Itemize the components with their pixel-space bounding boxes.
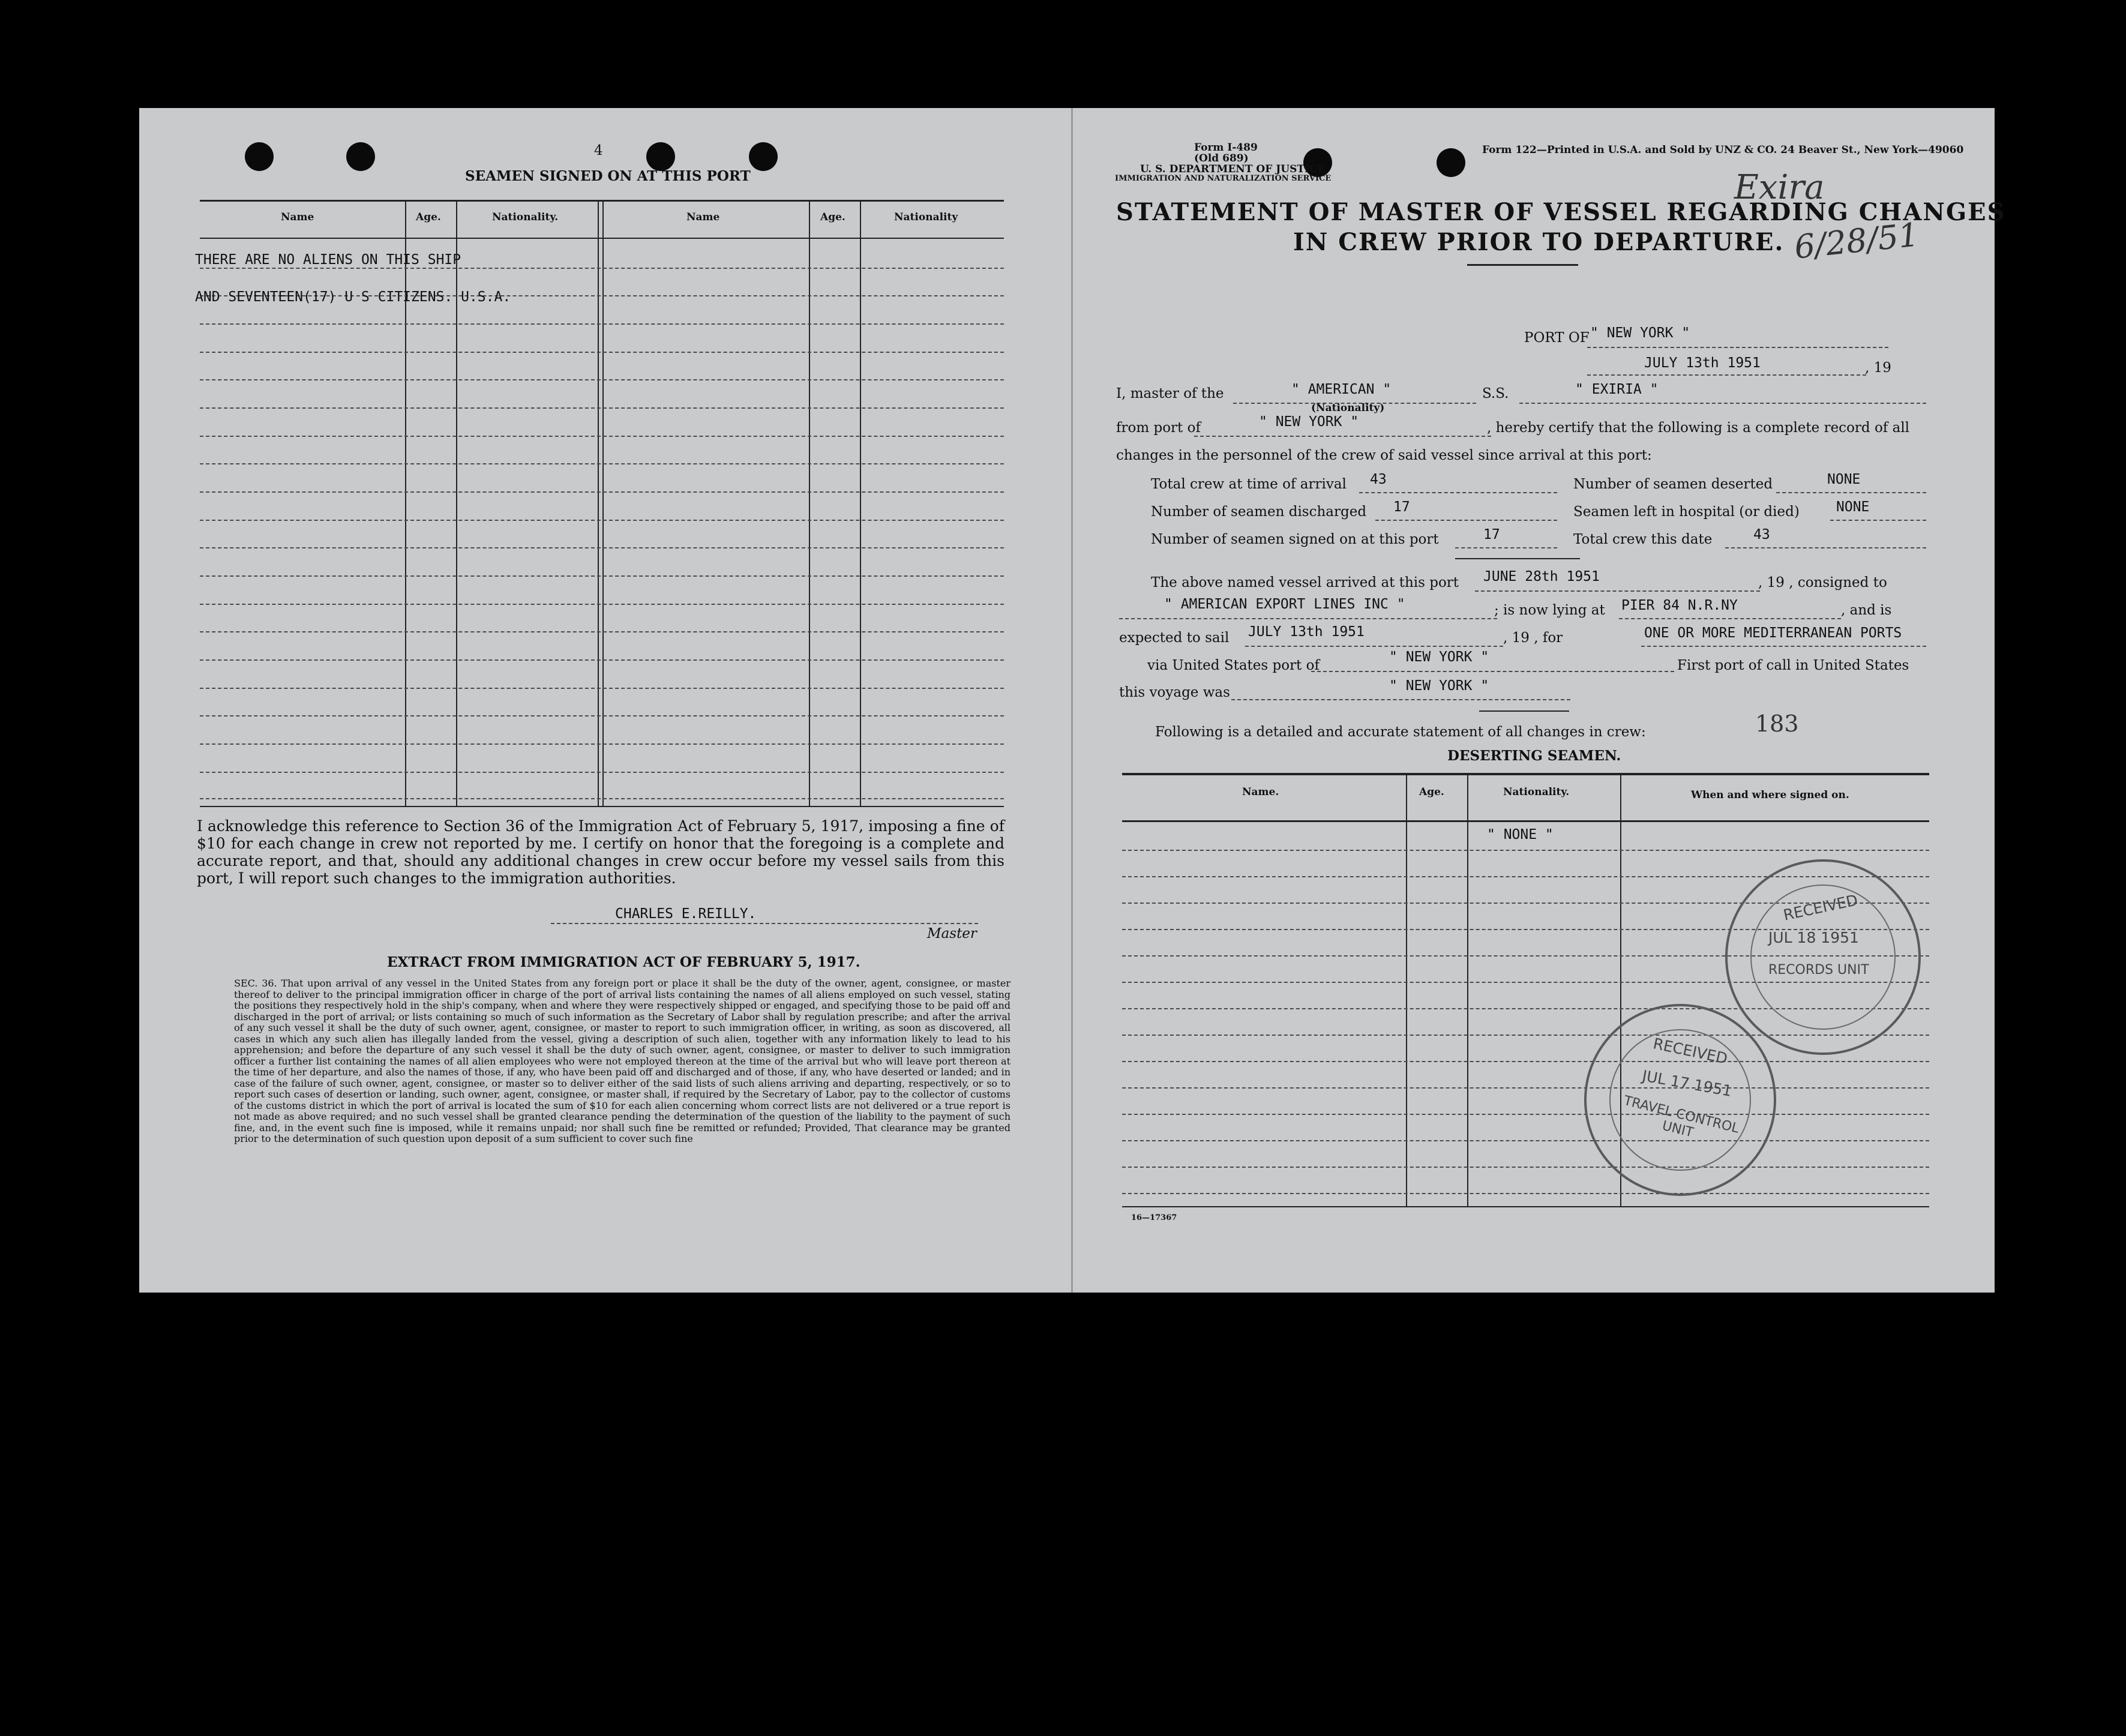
extract-text: SEC. 36. That upon arrival of any vessel in the United States from any foreign port or place it shall be the duty of the owner, agent, consignee, or master thereof to deliver to the principal immigration officer in charge of the port of arrival lists containing the names of all aliens employed on such vessel, stating the positions they respectively hold in the ship's company, when and where they were respectively shipped or engaged, and specifying those to be paid off and discharged in the port of arrival; or lists containing so much of such information as the Secretary of Labor shall by regulation prescribe; and after the arrival of any such vessel it shall be the duty of such owner, agent, consignee, or master to report to such immigration officer, in writing, as soon as discovered, all cases in which any such alien has illegally landed from the vessel, giving a description of such alien, together with any information likely to lead to his apprehension; and before the departure of any such vessel it shall be the duty of such owner, agent, consignee, or master to deliver to such immigration officer a further list containing the names of all alien employees who were not employed thereon at the time of the arrival but who will leave port thereon at the time of her departure, and also the names of those, if any, who have been paid off and discharged and of those, if any, who have deserted or landed; and in case of the failure of such owner, agent, consignee, or master so to deliver either of the said lists of such aliens arriving and departing, respectively, or so to report such cases of desertion or landing, such owner, agent, consignee, or master shall, if required by the Secretary of Labor, pay to the collector of customs of the customs district in which the port of arrival is located the sum of $10 for each alien concerning whom correct lists are not delivered or a true report is not made as above required; and no such vessel shall be granted clearance pending the determination of the question of the liability to the payment of such fine, and, in the event such fine is imposed, while it remains unpaid; nor shall such fine be remitted or refunded; Provided, That clearance may be granted prior to the determination of such question upon deposit of a sum sufficient to cover such fine — [234, 978, 1010, 1144]
discharged-label: Number of seamen discharged — [1151, 504, 1367, 520]
fill-line — [1231, 699, 1570, 700]
voyage-value: " NEW YORK " — [1389, 678, 1489, 694]
fill-line — [1475, 590, 1760, 592]
master-signature: CHARLES E.REILLY. — [615, 906, 757, 922]
via-value: " NEW YORK " — [1389, 649, 1489, 665]
table-bottom-rule — [200, 806, 1004, 807]
signed-on-value: 17 — [1483, 527, 1500, 542]
stamp-date-text: JUL 17 1951 — [1641, 1067, 1734, 1100]
hospital-value: NONE — [1836, 499, 1870, 515]
handwritten-date: 6/28/51 — [1792, 215, 1921, 266]
fill-line — [1725, 547, 1926, 548]
fill-line — [1375, 520, 1557, 521]
punch-hole — [1437, 148, 1465, 177]
page-number: 4 — [594, 143, 603, 158]
arrived-value: JUNE 28th 1951 — [1483, 569, 1600, 584]
deserted-value: NONE — [1827, 472, 1861, 487]
page-fold — [1071, 108, 1073, 1293]
port-of-value: " NEW YORK " — [1590, 325, 1690, 341]
header-nationality-2: Nationality — [894, 211, 958, 223]
hospital-label: Seamen left in hospital (or died) — [1573, 504, 1800, 520]
title-underline — [1467, 264, 1578, 266]
fill-line — [1359, 492, 1557, 493]
signature-line — [551, 923, 978, 924]
expected-label: expected to sail — [1119, 630, 1230, 646]
for-value: ONE OR MORE MEDITERRANEAN PORTS — [1644, 625, 1902, 641]
deserting-table-bottom — [1122, 1206, 1929, 1207]
form-number: Form I-489 — [1194, 142, 1258, 154]
header-nationality: Nationality. — [492, 211, 559, 223]
nationality-caption: (Nationality) — [1311, 402, 1385, 414]
changes-text: changes in the personnel of the crew of said vessel since arrival at this port: — [1116, 448, 1652, 463]
total-underline — [1455, 558, 1580, 559]
sheet-number: 183 — [1755, 710, 1799, 737]
deserting-none-value: " NONE " — [1487, 827, 1554, 842]
fill-line — [1641, 646, 1926, 647]
fill-line — [1311, 671, 1674, 672]
ship-value: " EXIRIA " — [1575, 382, 1659, 397]
deserting-header-signed-on: When and where signed on. — [1691, 789, 1849, 801]
lying-label: ; is now lying at — [1494, 602, 1605, 618]
following-text: Following is a detailed and accurate statement of all changes in crew: — [1155, 724, 1646, 740]
master-label: Master — [927, 926, 977, 942]
voyage-underline — [1479, 710, 1569, 712]
service-name: IMMIGRATION AND NATURALIZATION SERVICE — [1115, 174, 1332, 183]
header-name: Name — [281, 211, 314, 223]
total-arrival-label: Total crew at time of arrival — [1151, 476, 1347, 492]
fill-line — [1587, 374, 1866, 376]
deserting-title: DESERTING SEAMEN. — [1447, 748, 1621, 764]
header-age-2: Age. — [820, 211, 845, 223]
seamen-signed-title: SEAMEN SIGNED ON AT THIS PORT — [465, 168, 751, 184]
date-value: JULY 13th 1951 — [1644, 355, 1761, 371]
expected-value: JULY 13th 1951 — [1248, 624, 1365, 640]
total-date-label: Total crew this date — [1573, 532, 1713, 547]
fill-line — [1830, 520, 1926, 521]
punch-hole — [749, 142, 778, 171]
first-port-label: First port of call in United States — [1677, 658, 1909, 673]
port-of-label: PORT OF — [1524, 330, 1590, 346]
fill-line — [1776, 492, 1926, 493]
handwritten-ship-name: Exira — [1734, 168, 1825, 207]
printer-line: Form 122—Printed in U.S.A. and Sold by UNZ & CO. 24 Beaver St., New York—49060 — [1482, 144, 1964, 156]
via-label: via United States port of — [1147, 658, 1320, 673]
stamp-unit-text: TRAVEL CONTROL UNIT — [1622, 1093, 1741, 1141]
form-title-line-1: STATEMENT OF MASTER OF VESSEL REGARDING CHANGES — [1116, 198, 2006, 226]
certify-text: , hereby certify that the following is a complete record of all — [1487, 420, 1910, 436]
department-name: U. S. DEPARTMENT OF JUSTICE — [1140, 163, 1326, 175]
nationality-value: " AMERICAN " — [1291, 382, 1392, 397]
consignee-value: " AMERICAN EXPORT LINES INC " — [1164, 596, 1405, 612]
deserting-header-name: Name. — [1242, 786, 1279, 798]
typed-line-aliens: THERE ARE NO ALIENS ON THIS SHIP — [195, 252, 461, 268]
arrived-label: The above named vessel arrived at this port — [1151, 575, 1459, 590]
stamp-received-text: RECEIVED — [1651, 1035, 1729, 1068]
form-old-number: (Old 689) — [1194, 152, 1249, 164]
deserting-header-nationality: Nationality. — [1503, 786, 1570, 798]
punch-hole — [346, 142, 375, 171]
punch-hole — [245, 142, 274, 171]
from-port-label: from port of — [1116, 420, 1201, 436]
stamp-unit-text: RECORDS UNIT — [1768, 963, 1869, 978]
signed-on-label: Number of seamen signed on at this port — [1151, 532, 1439, 547]
fill-line — [1455, 547, 1557, 548]
footer-code: 16—17367 — [1131, 1213, 1177, 1222]
deserting-table-top — [1122, 773, 1929, 775]
year-prefix: , 19 — [1865, 360, 1891, 376]
deserting-table-header-rule — [1122, 820, 1929, 822]
master-of-label: I, master of the — [1116, 386, 1224, 401]
acknowledgment-text: I acknowledge this reference to Section 36 of the Immigration Act of February 5, 1917, imposing a fine of $10 for each change in crew not reported by me. I certify on honor that the foregoing is a complete and accurate report, and that, should any additional changes in crew occur before my vessel sails from this port, I will report such changes to the immigration authorities. — [197, 817, 1004, 887]
fill-line — [1587, 347, 1888, 348]
deserting-header-age: Age. — [1419, 786, 1444, 798]
from-port-value: " NEW YORK " — [1259, 414, 1359, 430]
records-unit-stamp — [1725, 859, 1921, 1055]
consigned-label: , 19 , consigned to — [1758, 575, 1887, 590]
header-age: Age. — [416, 211, 441, 223]
stamp-date-text: JUL 18 1951 — [1768, 929, 1859, 946]
fill-line — [1194, 436, 1491, 437]
discharged-value: 17 — [1393, 499, 1410, 515]
punch-hole — [646, 142, 675, 171]
fill-line — [1519, 403, 1926, 404]
stamp-received-text: RECEIVED — [1782, 891, 1860, 924]
and-is-text: , and is — [1841, 602, 1892, 618]
total-arrival-value: 43 — [1370, 472, 1387, 487]
fill-line — [1619, 618, 1841, 619]
total-date-value: 43 — [1753, 527, 1770, 542]
extract-title: EXTRACT FROM IMMIGRATION ACT OF FEBRUARY 5, 1917. — [387, 954, 860, 970]
lying-value: PIER 84 N.R.NY — [1621, 598, 1738, 613]
deserted-label: Number of seamen deserted — [1573, 476, 1773, 492]
header-name-2: Name — [686, 211, 720, 223]
travel-control-stamp — [1584, 1004, 1776, 1196]
for-label: , 19 , for — [1503, 630, 1563, 646]
ss-label: S.S. — [1482, 386, 1509, 401]
fill-line — [1245, 646, 1503, 647]
fill-line — [1119, 618, 1497, 619]
typed-line-citizens: AND SEVENTEEN(17) U S CITIZENS. U.S.A. — [195, 289, 511, 305]
voyage-label: this voyage was — [1119, 685, 1230, 700]
form-title-line-2: IN CREW PRIOR TO DEPARTURE. — [1293, 228, 1785, 256]
